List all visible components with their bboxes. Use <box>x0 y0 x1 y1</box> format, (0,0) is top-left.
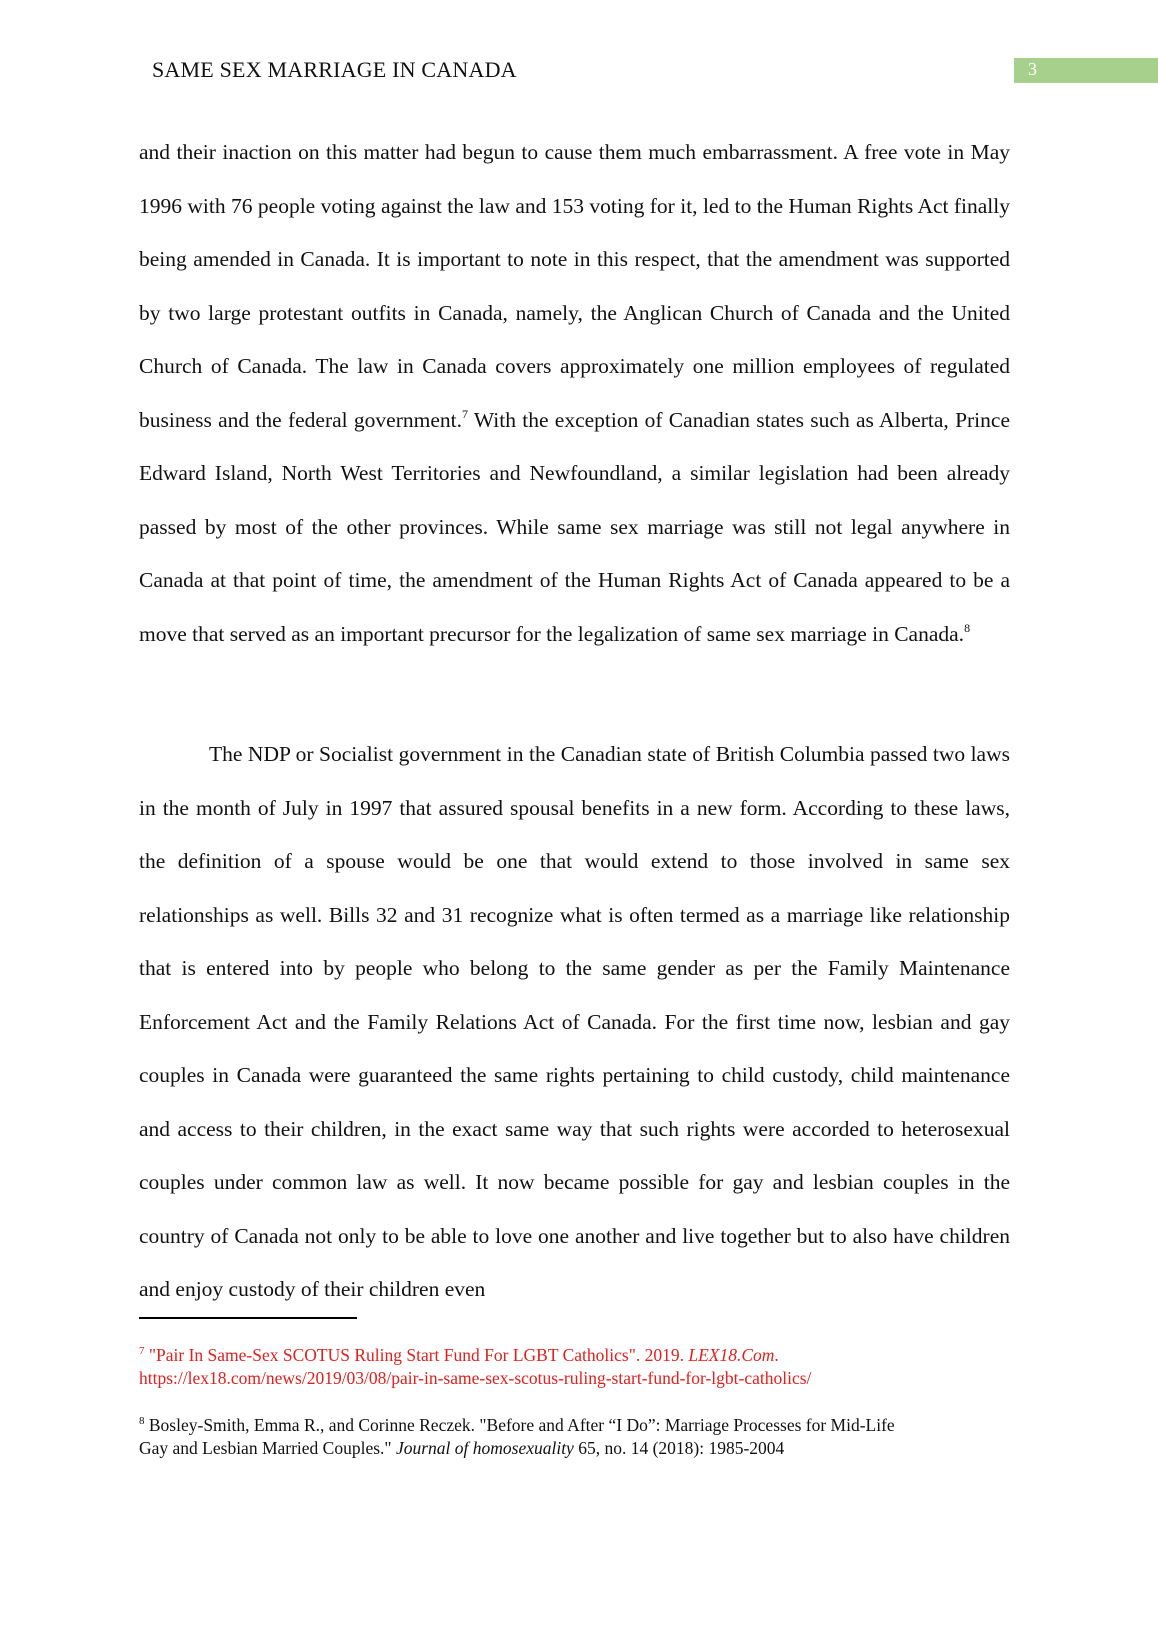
footnote-7-title: "Pair In Same-Sex SCOTUS Ruling Start Fund For LGBT Catholics". 2019. <box>148 1345 689 1365</box>
footnote-8-number: 8 <box>139 1415 145 1427</box>
footnote-separator <box>139 1317 357 1319</box>
body-paragraph-2: The NDP or Socialist government in the Canadian state of British Columbia passed two laws in the month of July in 1997 that assured spousal benefits in a new form. According to these laws, the definition of a spouse would be one that would extend to those involved in same sex relationships as well. Bills 32 and 31 recognize what is often termed as a marriage like relationship that is entered into by people who belong to the same gender as per the Family Maintenance Enforcement Act and the Family Relations Act of Canada. For the first time now, lesbian and gay couples in Canada were guaranteed the same rights pertaining to child custody, child maintenance and access to their children, in the exact same way that such rights were accorded to heterosexual couples under common law as well. It now became possible for gay and lesbian couples in the country of Canada not only to be able to love one another and live together but to also have children and enjoy custody of their children even <box>139 742 1010 1301</box>
paragraph-1-text-a: and their inaction on this matter had begun to cause them much embarrassment. A free vote in May 1996 with 76 people voting against the law and 153 voting for it, led to the Human Rights Act finally being amended in Canada. It is important to note in this respect, that the amendment was supported by two large protestant outfits in Canada, namely, the Anglican Church of Canada and the United Church of Canada. The law in Canada covers approximately one million employees of regulated business and the federal government. <box>139 140 1010 432</box>
footnote-8-authors-title: Bosley-Smith, Emma R., and Corinne Reczek. "Before and After “I Do”: Marriage Processes for Mid-Life <box>148 1415 895 1435</box>
page-number: 3 <box>1028 59 1037 79</box>
footnote-8-line-2 <box>139 1437 1019 1460</box>
footnote-7 <box>139 1344 1019 1390</box>
footnote-7-source: LEX18.Com <box>688 1345 775 1365</box>
body-paragraph-1 <box>139 126 1010 661</box>
footnote-7-number: 7 <box>139 1345 145 1357</box>
running-header-title: SAME SEX MARRIAGE IN CANADA <box>152 57 517 82</box>
footnote-7-after-source: . <box>774 1345 779 1365</box>
footnote-8-journal: Journal of homosexuality <box>395 1438 574 1458</box>
footnote-7-url[interactable]: https://lex18.com/news/2019/03/08/pair-in-same-sex-scotus-ruling-start-fund-for-lgbt-catholics/ <box>139 1368 812 1388</box>
footnote-8-citation: 65, no. 14 (2018): 1985-2004 <box>573 1438 785 1458</box>
footnote-7-line-1 <box>139 1344 1019 1367</box>
page-number-box <box>1014 58 1158 83</box>
footnote-8-line-1 <box>139 1414 1019 1437</box>
footnote-ref-8[interactable]: 8 <box>964 620 971 635</box>
footnote-ref-7[interactable]: 7 <box>461 406 468 421</box>
paragraph-1-text-b: With the exception of Canadian states such as Alberta, Prince Edward Island, North West Territories and Newfoundland, a similar legislation had been already passed by most of the other provinces. While same sex marriage was still not legal anywhere in Canada at that point of time, the amendment of the Human Rights Act of Canada appeared to be a move that served as an important precursor for the legalization of same sex marriage in Canada. <box>139 407 1010 646</box>
footnote-8-title-end: Gay and Lesbian Married Couples." <box>139 1438 396 1458</box>
footnote-8 <box>139 1414 1019 1460</box>
